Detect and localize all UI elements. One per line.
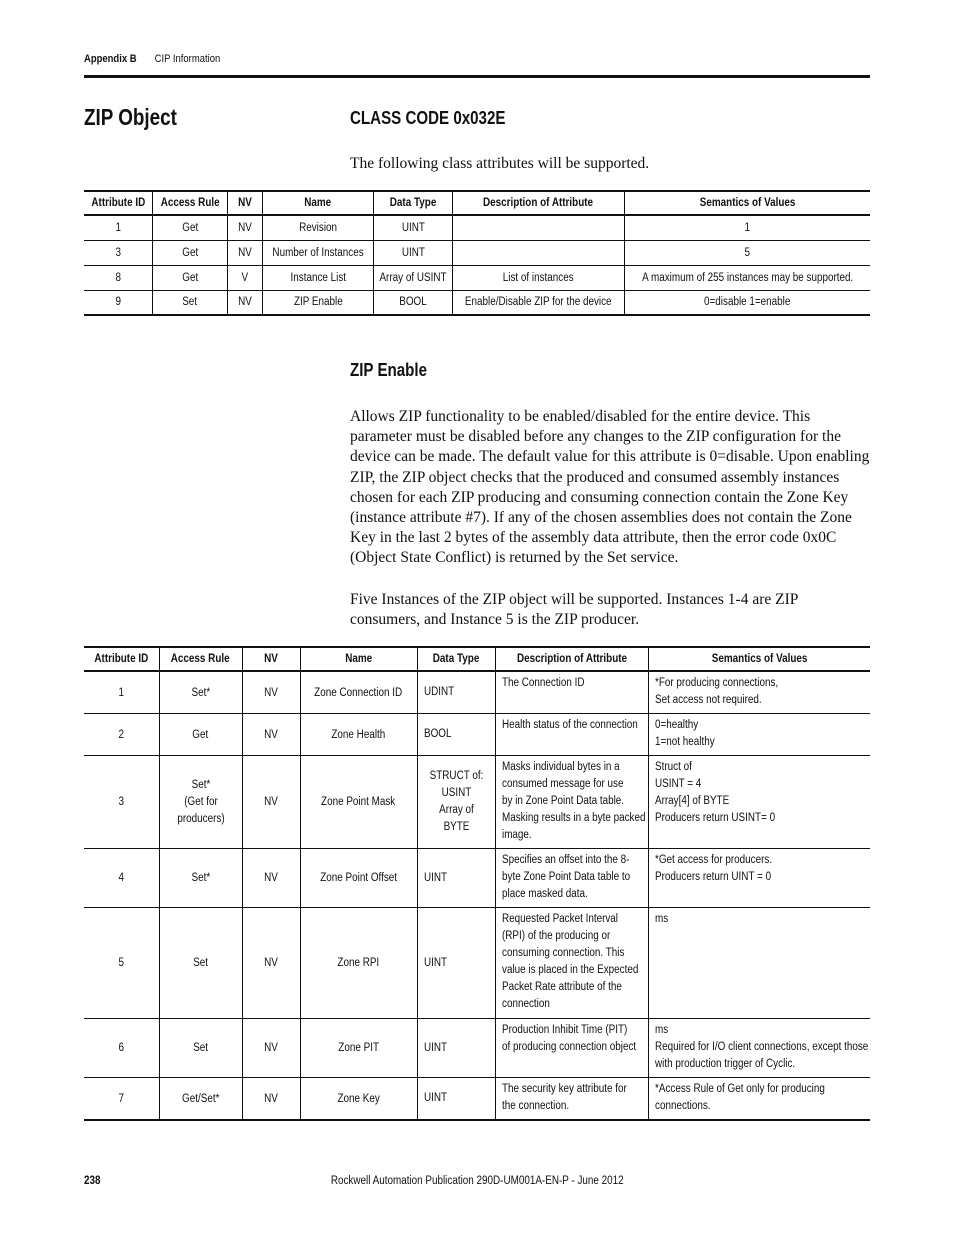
cell-access-rule: Set* [159,849,242,908]
cell-access-rule: Get [152,265,227,290]
cell-attribute-id: 5 [84,908,159,1019]
cell-semantics: A maximum of 255 instances may be supported. [624,265,870,290]
cell-attribute-id: 3 [84,240,152,265]
cell-description [453,240,624,265]
cell-semantics: 1 [624,215,870,240]
col-nv: NV [242,647,300,671]
cell-name: Zone Point Mask [300,756,417,849]
col-data-type: Data Type [374,191,453,215]
cell-name: Revision [262,215,373,240]
col-semantics: Semantics of Values [648,647,870,671]
zip-enable-heading: ZIP Enable [350,360,428,380]
appendix-label: Appendix B [84,53,137,65]
cell-data-type: UINT [417,908,495,1019]
cell-attribute-id: 4 [84,849,159,908]
cell-description: Specifies an offset into the 8- byte Zone Point Data table to place masked data. [495,849,648,908]
cell-data-type: UINT [374,215,453,240]
col-description: Description of Attribute [453,191,624,215]
page-title: ZIP Object [84,104,177,130]
cell-attribute-id: 9 [84,290,152,315]
cell-name: Number of Instances [262,240,373,265]
cell-semantics: ms [648,908,870,1019]
col-data-type: Data Type [417,647,495,671]
cell-description: The security key attribute for the connection. [495,1078,648,1121]
zip-enable-description: Allows ZIP functionality to be enabled/disabled for the entire device. This parameter must be disabled before any changes to the ZIP configuration for the device can be made. The default value for this attribute is 0=disable. Upon enabling ZIP, the ZIP object checks that the produced and consumed assembly instances chosen for each ZIP producing and consuming connection contain the Zone Key (instance attribute #7). If any of the chosen assemblies does not contain the Zone Key in the last 2 bytes of the assembly data attribute, then the error code 0x0C (Object State Conflict) is returned by the Set service. [350,408,870,567]
cell-nv: NV [228,290,263,315]
table-row [84,671,870,714]
cell-attribute-id: 8 [84,265,152,290]
cell-semantics: 5 [624,240,870,265]
cell-access-rule: Set [159,1019,242,1078]
cell-name: Zone Health [300,714,417,756]
cell-access-rule: Get [152,240,227,265]
cell-access-rule: Set [152,290,227,315]
cell-nv: NV [242,756,300,849]
cell-nv: NV [242,1078,300,1121]
col-nv: NV [228,191,263,215]
cell-description: The Connection ID [495,671,648,714]
cell-attribute-id: 2 [84,714,159,756]
cell-name: Instance List [262,265,373,290]
col-attribute-id: Attribute ID [84,647,159,671]
cell-attribute-id: 7 [84,1078,159,1121]
col-attribute-id: Attribute ID [84,191,152,215]
cell-semantics: *Access Rule of Get only for producing connections. [648,1078,870,1121]
class-table-header [84,191,870,215]
cell-access-rule: Set* (Get for producers) [159,756,242,849]
cell-data-type: UINT [417,1078,495,1121]
cell-attribute-id: 3 [84,756,159,849]
cell-data-type: BOOL [417,714,495,756]
cell-description: Requested Packet Interval (RPI) of the producing or consuming connection. This value is placed in the Expected Packet Rate attribute of the connection [495,908,648,1019]
table-row [84,290,870,315]
col-name: Name [300,647,417,671]
page-number: 238 [84,1175,101,1187]
class-intro-text: The following class attributes will be supported. [350,155,650,172]
cell-data-type: UINT [417,849,495,908]
cell-description: List of instances [453,265,624,290]
cell-semantics: Struct of USINT = 4 Array[4] of BYTE Producers return USINT= 0 [648,756,870,849]
cell-attribute-id: 1 [84,215,152,240]
table-row [84,215,870,240]
table-row [84,265,870,290]
table-row [84,908,870,1019]
cell-access-rule: Get/Set* [159,1078,242,1121]
table-row [84,756,870,849]
cell-data-type: UDINT [417,671,495,714]
cell-nv: NV [242,1019,300,1078]
cell-attribute-id: 6 [84,1019,159,1078]
table-row [84,849,870,908]
col-semantics: Semantics of Values [624,191,870,215]
cell-name: Zone Key [300,1078,417,1121]
zip-instances-description: Five Instances of the ZIP object will be supported. Instances 1-4 are ZIP consumers, and Instance 5 is the ZIP producer. [350,591,798,629]
cell-name: Zone RPI [300,908,417,1019]
cell-description: Enable/Disable ZIP for the device [453,290,624,315]
cell-description: Production Inhibit Time (PIT) of producing connection object [495,1019,648,1078]
publication-footer: Rockwell Automation Publication 290D-UM001A-EN-P - June 2012 [330,1175,624,1187]
cell-data-type: STRUCT of: USINT Array of BYTE [417,756,495,849]
cell-access-rule: Set* [159,671,242,714]
cell-description: Masks individual bytes in a consumed message for use by in Zone Point Data table. Masking results in a byte packed image. [495,756,648,849]
cell-nv: NV [242,849,300,908]
cell-nv: V [228,265,263,290]
table-row [84,240,870,265]
instance-table-header [84,647,870,671]
col-name: Name [262,191,373,215]
instance-attributes-table [84,646,870,1121]
cell-nv: NV [242,671,300,714]
class-attributes-table [84,190,870,316]
cell-nv: NV [242,908,300,1019]
cell-semantics: *For producing connections, Set access not required. [648,671,870,714]
table-row [84,714,870,756]
cell-name: Zone Connection ID [300,671,417,714]
cell-name: ZIP Enable [262,290,373,315]
cell-data-type: Array of USINT [374,265,453,290]
cell-data-type: UINT [417,1019,495,1078]
cell-description [453,215,624,240]
cell-name: Zone Point Offset [300,849,417,908]
table-row [84,1019,870,1078]
cell-access-rule: Set [159,908,242,1019]
cell-semantics: ms Required for I/O client connections, except those with production trigger of Cyclic. [648,1019,870,1078]
cell-description: Health status of the connection [495,714,648,756]
cell-data-type: BOOL [374,290,453,315]
cell-semantics: 0=disable 1=enable [624,290,870,315]
cell-nv: NV [228,215,263,240]
col-description: Description of Attribute [495,647,648,671]
table-row [84,1078,870,1121]
header-rule [84,75,870,78]
cell-semantics: *Get access for producers. Producers return UINT = 0 [648,849,870,908]
col-access-rule: Access Rule [152,191,227,215]
cell-attribute-id: 1 [84,671,159,714]
col-access-rule: Access Rule [159,647,242,671]
cell-access-rule: Get [159,714,242,756]
cell-semantics: 0=healthy 1=not healthy [648,714,870,756]
cell-nv: NV [242,714,300,756]
section-label: CIP Information [154,53,221,65]
cell-access-rule: Get [152,215,227,240]
cell-nv: NV [228,240,263,265]
cell-name: Zone PIT [300,1019,417,1078]
cell-data-type: UINT [374,240,453,265]
running-header [84,53,220,65]
class-code-heading: CLASS CODE 0x032E [350,108,506,128]
